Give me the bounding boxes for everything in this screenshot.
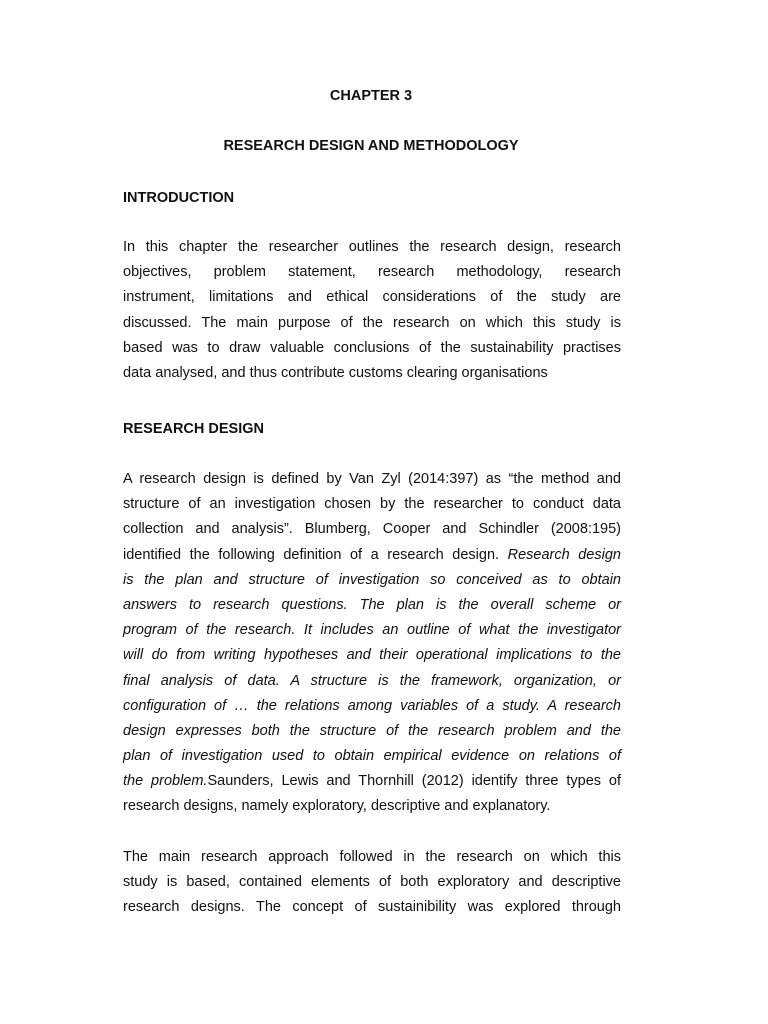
paragraph-line: collection and analysis”. Blumberg, Cooper and Schindler (2008:195) bbox=[123, 521, 621, 538]
paragraph-line: instrument, limitations and ethical considerations of the study are bbox=[123, 289, 621, 306]
paragraph-line bbox=[123, 568, 621, 593]
paragraph-line: objectives, problem statement, research methodology, research bbox=[123, 264, 621, 281]
paragraph-line bbox=[123, 618, 621, 643]
paragraph-line bbox=[123, 694, 621, 719]
paragraph-line: research designs. The concept of sustainibility was explored through bbox=[123, 899, 621, 916]
paragraph-line bbox=[123, 669, 621, 694]
quote-text: plan of investigation used to obtain empirical evidence on relations of bbox=[123, 748, 621, 765]
paragraph-line bbox=[123, 643, 621, 668]
paragraph-line bbox=[123, 769, 621, 794]
paragraph-line bbox=[123, 719, 621, 744]
quote-text: answers to research questions. The plan is the overall scheme or bbox=[123, 596, 621, 613]
paragraph-line bbox=[123, 543, 621, 568]
research-design-paragraph-1 bbox=[123, 467, 621, 820]
paragraph-line bbox=[123, 744, 621, 769]
quote-text: configuration of … the relations among variables of a study. A research bbox=[123, 697, 621, 714]
quote-text: design expresses both the structure of the research problem and the bbox=[123, 722, 621, 739]
paragraph-line bbox=[123, 593, 621, 618]
quote-text: will do from writing hypotheses and their operational implications to the bbox=[123, 647, 621, 664]
quote-text: the problem. bbox=[123, 773, 208, 790]
paragraph-line: The main research approach followed in the research on which this bbox=[123, 849, 621, 865]
quote-text: final analysis of data. A structure is the framework, organization, or bbox=[123, 672, 621, 689]
line-text: identified the following definition of a research design. bbox=[123, 546, 508, 563]
chapter-label: CHAPTER 3 bbox=[329, 88, 413, 104]
paragraph-line: discussed. The main purpose of the research on which this study is bbox=[123, 314, 621, 331]
paragraph-line: structure of an investigation chosen by the researcher to conduct data bbox=[123, 496, 621, 513]
research-design-paragraph-2 bbox=[123, 845, 621, 921]
introduction-paragraph bbox=[123, 235, 621, 386]
paragraph-line: research designs, namely exploratory, descriptive and explanatory. bbox=[123, 798, 551, 815]
paragraph-line: study is based, contained elements of both exploratory and descriptive bbox=[123, 874, 621, 891]
paragraph-line: data analysed, and thus contribute customs clearing organisations bbox=[123, 364, 548, 381]
chapter-title: RESEARCH DESIGN AND METHODOLOGY bbox=[223, 138, 519, 154]
quote-text: is the plan and structure of investigation so conceived as to obtain bbox=[123, 571, 621, 588]
introduction-heading: INTRODUCTION bbox=[123, 190, 235, 206]
quote-text: Research design bbox=[507, 546, 621, 563]
paragraph-line: In this chapter the researcher outlines the research design, research bbox=[123, 239, 621, 255]
paragraph-line: based was to draw valuable conclusions of the sustainability practises bbox=[123, 339, 621, 356]
paragraph-line: A research design is defined by Van Zyl (2014:397) as “the method and bbox=[123, 471, 621, 487]
research-design-heading: RESEARCH DESIGN bbox=[123, 421, 264, 437]
quote-text: program of the research. It includes an outline of what the investigator bbox=[123, 622, 621, 639]
line-text: Saunders, Lewis and Thornhill (2012) identify three types of bbox=[207, 773, 621, 790]
